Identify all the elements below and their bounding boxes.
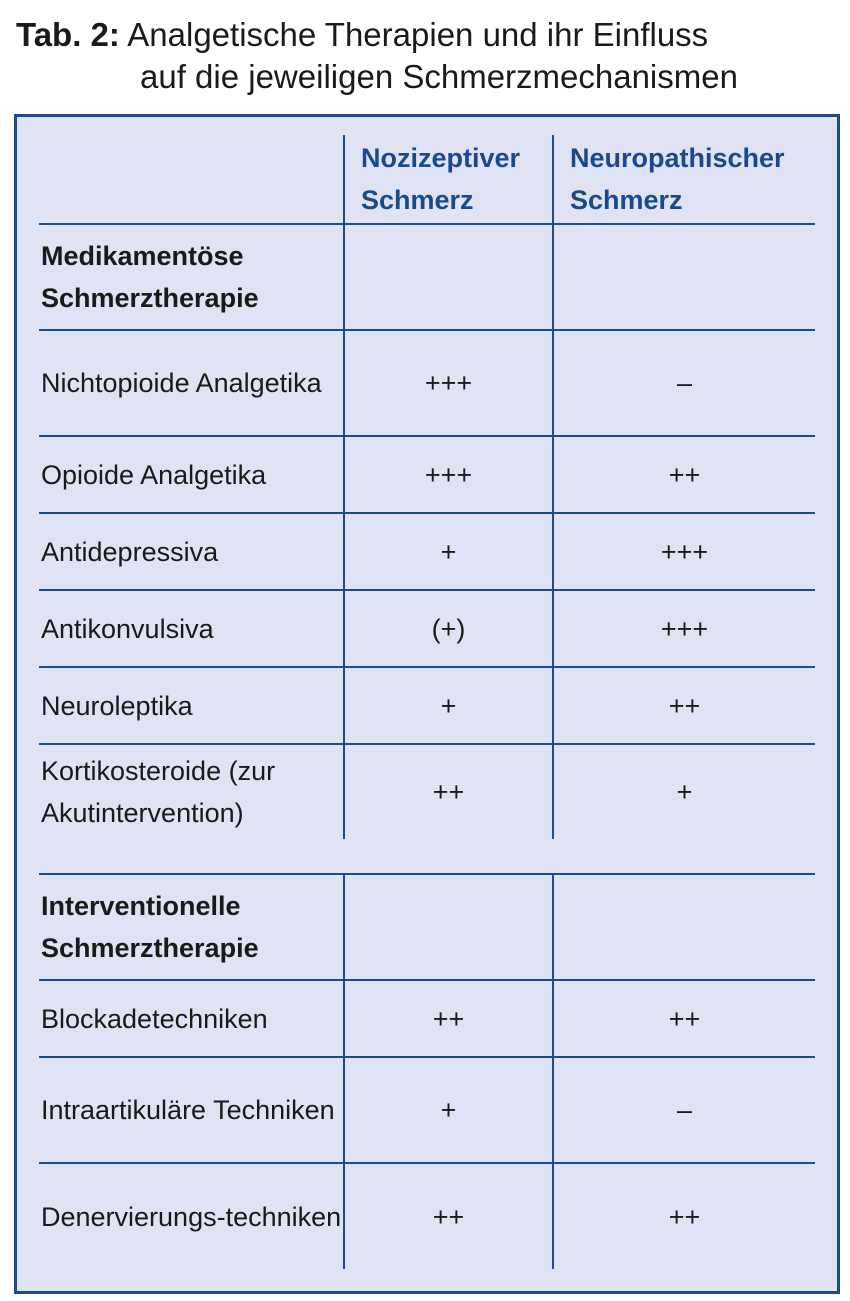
nociceptive-value: + (344, 667, 553, 744)
table-row (39, 744, 815, 839)
row-label: Opioide Analgetika (39, 436, 344, 513)
nociceptive-value: +++ (344, 330, 553, 436)
section-row (39, 874, 815, 980)
section-gap (39, 839, 815, 874)
table-caption (16, 14, 738, 98)
table-row (39, 436, 815, 513)
table-row (39, 590, 815, 667)
neuropathic-value: +++ (553, 590, 815, 667)
table-row (39, 513, 815, 590)
row-label: Blockadetechniken (39, 980, 344, 1057)
row-label: Antikonvulsiva (39, 590, 344, 667)
table-row (39, 330, 815, 436)
row-label: Intraartikuläre Techniken (39, 1057, 344, 1163)
neuropathic-value: ++ (553, 1163, 815, 1269)
row-label: Denervierungs-techniken (39, 1163, 344, 1269)
section-row (39, 224, 815, 330)
caption-line-2: auf die jeweiligen Schmerzmechanismen (140, 58, 738, 95)
nociceptive-value: ++ (344, 980, 553, 1057)
header-nociceptive: Nozizeptiver Schmerz (344, 135, 553, 224)
table-cell (344, 224, 553, 330)
table-row (39, 667, 815, 744)
section-title-medication: Medikamentöse Schmerztherapie (39, 224, 344, 330)
header-neuropathic: Neuropathischer Schmerz (553, 135, 815, 224)
table-cell (553, 874, 815, 980)
header-row (39, 135, 815, 224)
nociceptive-value: +++ (344, 436, 553, 513)
table-cell (344, 874, 553, 980)
nociceptive-value: + (344, 513, 553, 590)
neuropathic-value: ++ (553, 980, 815, 1057)
row-label: Kortikosteroide (zur Akutintervention) (39, 744, 344, 839)
caption-line-1 (16, 14, 738, 56)
neuropathic-value: ++ (553, 667, 815, 744)
table-row (39, 1057, 815, 1163)
table-number: Tab. 2: (16, 16, 120, 53)
row-label: Nichtopioide Analgetika (39, 330, 344, 436)
table-row (39, 980, 815, 1057)
neuropathic-value: – (553, 330, 815, 436)
table-cell (553, 224, 815, 330)
section-title-interventional: Interventionelle Schmerztherapie (39, 874, 344, 980)
neuropathic-value: + (553, 744, 815, 839)
gap-cell (553, 839, 815, 874)
nociceptive-value: ++ (344, 744, 553, 839)
table-row (39, 1163, 815, 1269)
neuropathic-value: +++ (553, 513, 815, 590)
table-frame (14, 114, 840, 1294)
row-label: Neuroleptika (39, 667, 344, 744)
neuropathic-value: ++ (553, 436, 815, 513)
gap-cell (344, 839, 553, 874)
row-label: Antidepressiva (39, 513, 344, 590)
neuropathic-value: – (553, 1057, 815, 1163)
nociceptive-value: + (344, 1057, 553, 1163)
caption-title-1: Analgetische Therapien und ihr Einfluss (127, 16, 709, 53)
nociceptive-value: (+) (344, 590, 553, 667)
gap-cell (39, 839, 344, 874)
therapy-table (39, 135, 815, 1269)
nociceptive-value: ++ (344, 1163, 553, 1269)
header-empty (39, 135, 344, 224)
